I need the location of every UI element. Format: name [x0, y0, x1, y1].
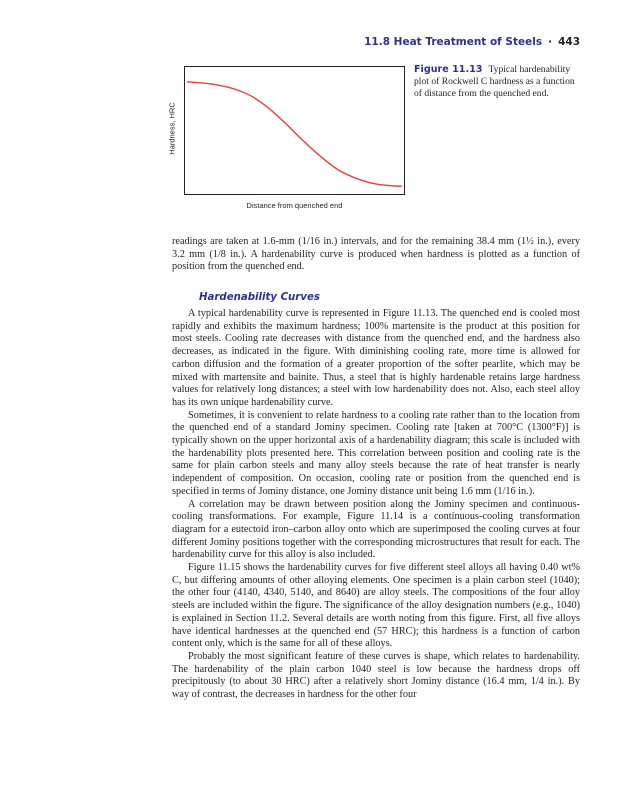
paragraph-3: A correlation may be drawn between position along the Jominy specimen and continuous-cooling transformations. For example, Figure 11.14 is a continuous-cooling transformation diagram for a eutectoid iron–carbon alloy onto which are superimposed the cooling curves at four different Jominy positions together with the corresponding microstructures that result for each. The hardenability curve for this alloy is also included. [172, 498, 580, 561]
chart-plot-area [184, 66, 405, 195]
body-paragraphs [172, 308, 580, 702]
page-number: 443 [558, 36, 580, 48]
chart-y-axis-label: Hardness, HRC [167, 102, 177, 155]
figure-11-13 [167, 66, 406, 216]
section-heading: Hardenability Curves [199, 292, 320, 303]
intro-paragraph-block [172, 236, 580, 274]
chart-x-axis-label: Distance from quenched end [246, 201, 343, 210]
paragraph-1: A typical hardenability curve is represented in Figure 11.13. The quenched end is cooled most rapidly and exhibits the maximum hardness; 100% martensite is the product at this position for most steels. Cooling rate decreases with distance from the quenched end, and the hardness also decreases, as indicated in the figure. With diminishing cooling rate, more time is allowed for carbon diffusion and the formation of a greater proportion of the softer pearlite, which may be mixed with martensite and bainite. Thus, a steel that is highly hardenable retains large hardness values for relatively long distances; a steel with low hardenability does not. Also, each steel alloy has its own unique hardenability curve. [172, 308, 580, 408]
intro-paragraph: readings are taken at 1.6-mm (1/16 in.) intervals, and for the remaining 38.4 mm (1½ in.), every 3.2 mm (1/8 in.). A hardenability curve is produced when hardness is plotted as a function of position from the quenched end. [172, 236, 580, 273]
figure-label: Figure 11.13 [414, 64, 483, 75]
paragraph-4: Figure 11.15 shows the hardenability curves for five different steel alloys all having 0.40 wt% C, but differing amounts of other alloying elements. One specimen is a plain carbon steel (1040); the other four (4140, 4340, 5140, and 8640) are alloy steels. The compositions of the four alloy steels are included within the figure. The significance of the alloy designation numbers (e.g., 1040) is explained in Section 11.2. Several details are worth noting from this figure. First, all five alloys have identical hardnesses at the quenched end (57 HRC); this hardness is a function of carbon content only, which is the same for all of these alloys. [172, 562, 580, 650]
running-head [364, 36, 580, 48]
hardenability-chart [185, 67, 404, 194]
paragraph-2: Sometimes, it is convenient to relate hardness to a cooling rate rather than to the location from the quenched end of a standard Jominy specimen. Cooling rate [taken at 700°C (1300°F)] is typically shown on the upper horizontal axis of a hardenability diagram; this scale is included with the hardenability plots presented here. This correlation between position and cooling rate is the same for plain carbon steels and many alloy steels because the rate of heat transfer is nearly independent of composition. On occasion, cooling rate or position from the quenched end is specified in terms of Jominy distance, one Jominy distance unit being 1.6 mm (1/16 in.). [172, 409, 580, 497]
running-head-separator: · [548, 36, 553, 48]
running-head-section: 11.8 Heat Treatment of Steels [364, 36, 543, 48]
hardness-curve-line [187, 82, 402, 186]
paragraph-5: Probably the most significant feature of these curves is shape, which relates to hardenability. The hardenability of the plain carbon 1040 steel is low because the hardness drops off precipitously (to about 30 HRC) after a relatively short Jominy distance (16.4 mm, 1/4 in.). By way of contrast, the decreases in hardness for the other four [172, 650, 580, 701]
figure-caption-text: Typical hardenability plot of Rockwell C hardness as a function of distance from the quenched end. [414, 64, 575, 99]
figure-caption [414, 64, 582, 100]
